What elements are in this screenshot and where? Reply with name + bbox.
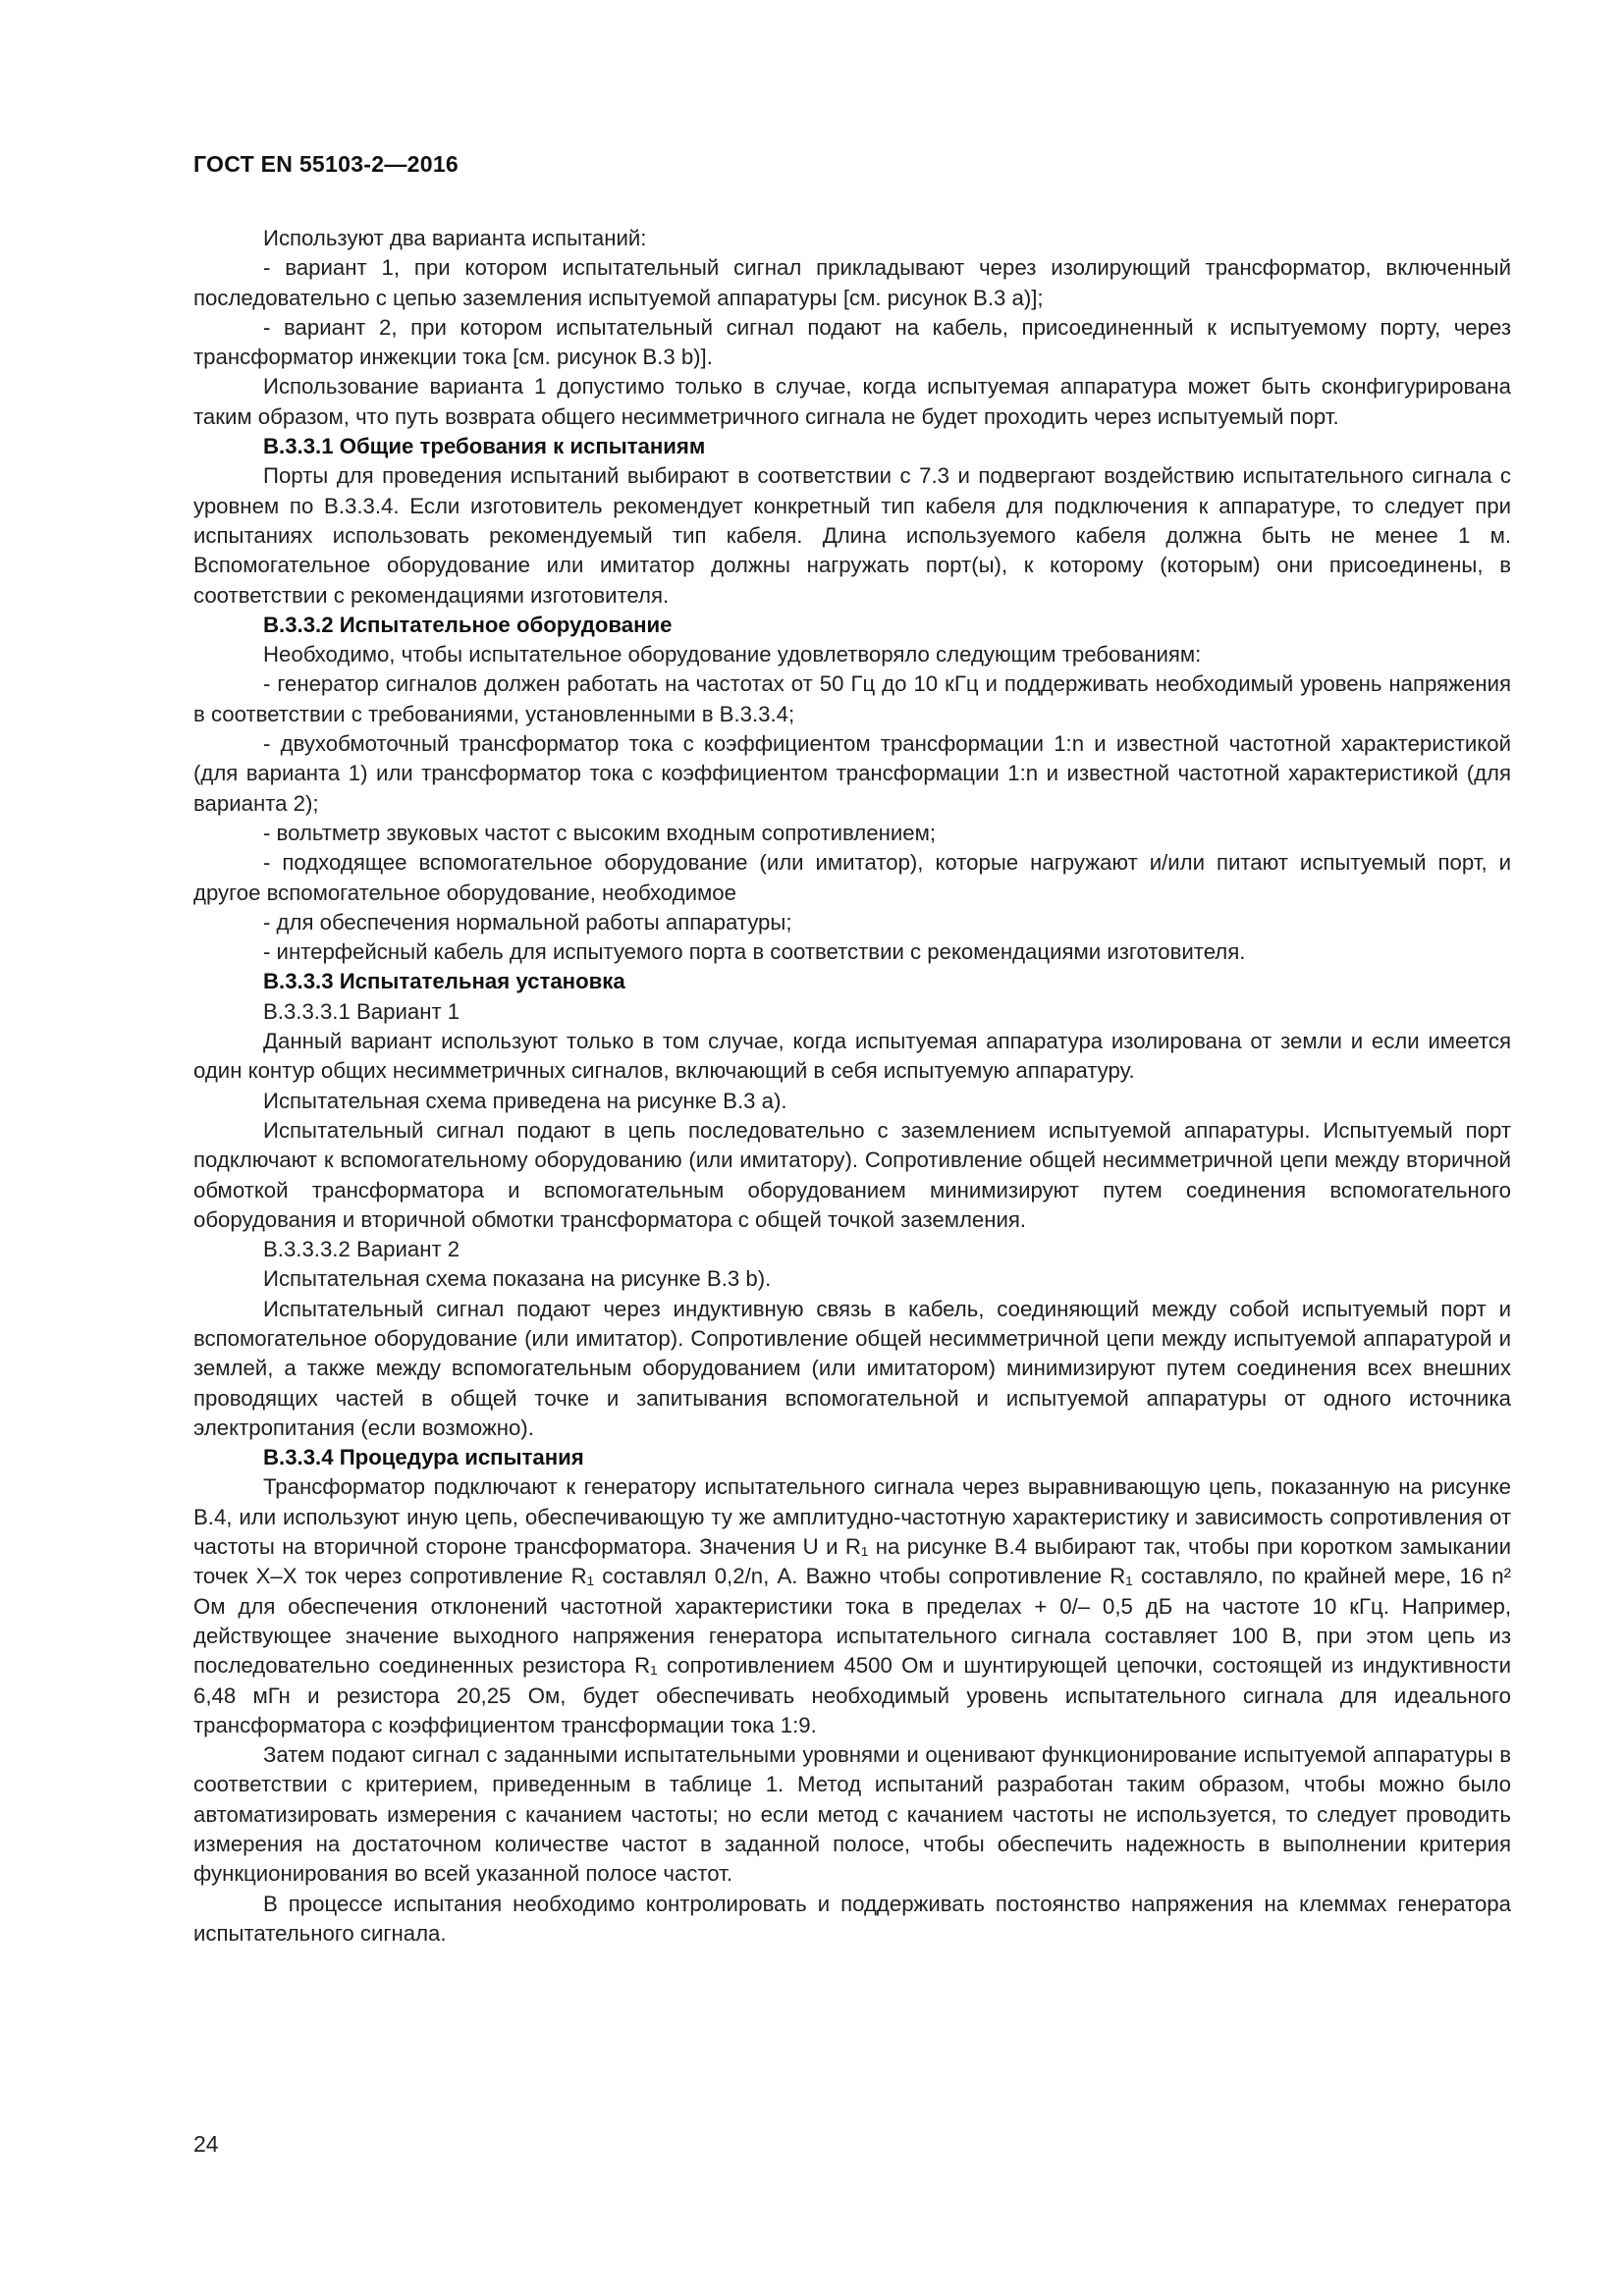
section-heading: B.3.3.1 Общие требования к испытаниям bbox=[263, 434, 706, 459]
page-number: 24 bbox=[193, 2131, 219, 2157]
list-item: - генератор сигналов должен работать на частотах от 50 Гц до 10 кГц и поддерживать необходимый уровень напряжения в соответствии с требованиями, установленными в B.3.3.4; bbox=[193, 671, 1511, 726]
paragraph: - вариант 1, при котором испытательный сигнал прикладывают через изолирующий трансформатор, включенный последовательно с цепью заземления испытуемой аппаратуры [см. рисунок B.3 a)]; bbox=[193, 255, 1511, 310]
paragraph: Затем подают сигнал с заданными испытательными уровнями и оценивают функционирование испытуемой аппаратуры в соответствии с критерием, приведенным в таблице 1. Метод испытаний разработан таким образом, чтобы можно было автоматизировать измерения с качанием частоты; но если метод с качанием частоты не используется, то следует проводить измерения на достаточном количестве частот в заданной полосе, чтобы обеспечить надежность в выполнении критерия функционирования во всей указанной полосе частот. bbox=[193, 1742, 1511, 1887]
paragraph: Испытательная схема показана на рисунке B.3 b). bbox=[263, 1266, 772, 1292]
paragraph: Необходимо, чтобы испытательное оборудование удовлетворяло следующим требованиям: bbox=[263, 642, 1202, 667]
section-heading: B.3.3.4 Процедура испытания bbox=[263, 1445, 584, 1470]
list-item: - двухобмоточный трансформатор тока с коэффициентом трансформации 1:n и известной частотной характеристикой (для варианта 1) или трансформатор тока с коэффициентом трансформации 1:n и известной частотной характеристикой (для варианта 2); bbox=[193, 731, 1511, 816]
paragraph: Используют два варианта испытаний: bbox=[263, 226, 647, 250]
paragraph: Порты для проведения испытаний выбирают в соответствии с 7.3 и подвергают воздействию испытательного сигнала с уровнем по B.3.3.4. Если изготовитель рекомендует конкретный тип кабеля для подключения к аппаратуре, то следует при испытаниях использовать рекомендуемый тип кабеля. Длина используемого кабеля должна быть не менее 1 м. Вспомогательное оборудование или имитатор должны нагружать порт(ы), к которому (которым) они присоединены, в соответствии с рекомендациями изготовителя. bbox=[193, 463, 1511, 608]
paragraph: Трансформатор подключают к генератору испытательного сигнала через выравнивающую цепь, показанную на рисунке B.4, или используют иную цепь, обеспечивающую ту же амплитудно-частотную характеристику и зависимость сопротивления от частоты на вторичной стороне трансформатора. Значения U и R₁ на рисунке B.4 выбирают так, чтобы при коротком замыкании точек X–X ток через сопротивление R₁ составлял 0,2/n, А. Важно чтобы сопротивление R₁ составляло, по крайней мере, 16 n² Ом для обеспечения отклонений частотной характеристики тока в пределах + 0/– 0,5 дБ на частоте 10 кГц. Например, действующее значение выходного напряжения генератора испытательного сигнала составляет 100 В, при этом цепь из последовательно соединенных резистора R₁ сопротивлением 4500 Ом и шунтирующей цепочки, состоящей из индуктивности 6,48 мГн и резистора 20,25 Ом, будет обеспечивать необходимый уровень испытательного сигнала для идеального трансформатора с коэффициентом трансформации тока 1:9. bbox=[193, 1474, 1511, 1737]
section-heading: B.3.3.3 Испытательная установка bbox=[263, 969, 625, 994]
paragraph: - вариант 2, при котором испытательный сигнал подают на кабель, присоединенный к испытуемому порту, через трансформатор инжекции тока [см. рисунок B.3 b)]. bbox=[193, 314, 1511, 370]
subsection-label: B.3.3.3.2 Вариант 2 bbox=[263, 1237, 460, 1262]
list-item: - интерфейсный кабель для испытуемого порта в соответствии с рекомендациями изготовителя. bbox=[263, 939, 1246, 965]
list-item: - подходящее вспомогательное оборудование (или имитатор), которые нагружают и/или питают испытуемый порт, и другое вспомогательное оборудование, необходимое bbox=[193, 850, 1511, 905]
paragraph: Испытательный сигнал подают в цепь последовательно с заземлением испытуемой аппаратуры. Испытуемый порт подключают к вспомогательному оборудованию (или имитатору). Сопротивление общей несимметричной цепи между вторичной обмоткой трансформатора и вспомогательным оборудованием минимизируют путем соединения вспомогательного оборудования и вторичной обмотки трансформатора с общей точкой заземления. bbox=[193, 1117, 1511, 1232]
paragraph: Испытательный сигнал подают через индуктивную связь в кабель, соединяющий между собой испытуемый порт и вспомогательное оборудование (или имитатор). Сопротивление общей несимметричной цепи между испытуемой аппаратурой и землей, а также между вспомогательным оборудованием (или имитатором) минимизируют путем соединения всех внешних проводящих частей в общей точке и запитывания вспомогательной и испытуемой аппаратуры от одного источника электропитания (если возможно). bbox=[193, 1296, 1511, 1440]
paragraph: Использование варианта 1 допустимо только в случае, когда испытуемая аппаратура может быть сконфигурирована таким образом, что путь возврата общего несимметричного сигнала не будет проходить через испытуемый порт. bbox=[193, 374, 1511, 429]
document-body bbox=[193, 224, 1511, 1949]
list-item: - вольтметр звуковых частот с высоким входным сопротивлением; bbox=[263, 820, 936, 845]
paragraph: В процессе испытания необходимо контролировать и поддерживать постоянство напряжения на клеммах генератора испытательного сигнала. bbox=[193, 1891, 1511, 1946]
list-item: - для обеспечения нормальной работы аппаратуры; bbox=[263, 909, 792, 934]
subsection-label: B.3.3.3.1 Вариант 1 bbox=[263, 998, 460, 1024]
section-heading: B.3.3.2 Испытательное оборудование bbox=[263, 612, 673, 637]
paragraph: Испытательная схема приведена на рисунке B.3 a). bbox=[263, 1088, 787, 1113]
standard-header: ГОСТ EN 55103-2—2016 bbox=[193, 151, 460, 177]
paragraph: Данный вариант используют только в том случае, когда испытуемая аппаратура изолирована от земли и если имеется один контур общих несимметричных сигналов, включающий в себя испытуемую аппаратуру. bbox=[193, 1029, 1511, 1084]
